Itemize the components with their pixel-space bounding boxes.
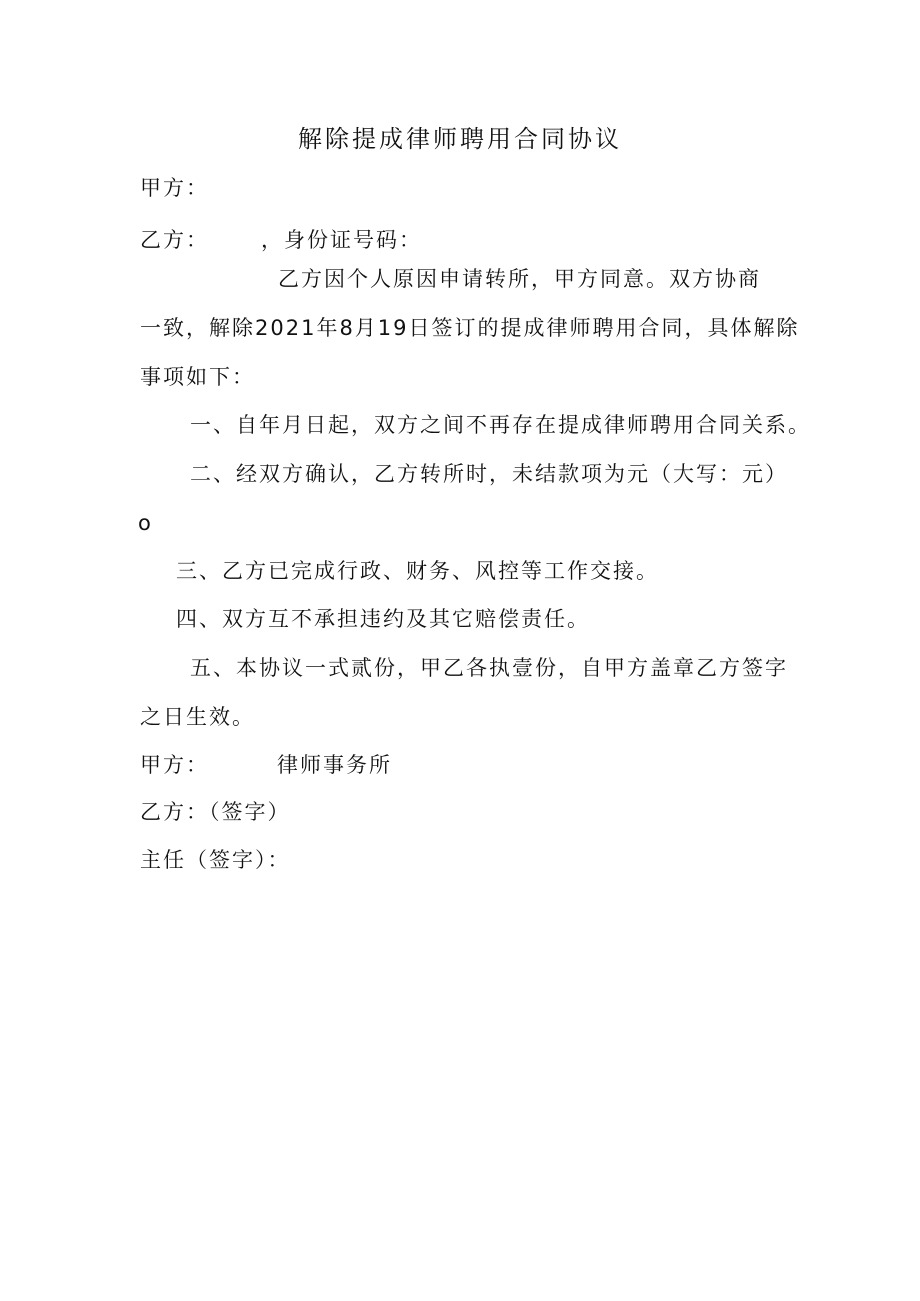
clause-2-tail: o <box>138 511 153 535</box>
law-firm-name: 律师事务所 <box>277 753 392 777</box>
clause-2: 二、经双方确认，乙方转所时，未结款项为元（大写：元） <box>190 462 788 486</box>
clause-5-line-2: 之日生效。 <box>140 705 255 729</box>
signature-party-b: 乙方：（签字） <box>140 800 291 824</box>
signature-director: 主任（签字）： <box>140 848 291 872</box>
clause-1: 一、自年月日起，双方之间不再存在提成律师聘用合同关系。 <box>190 413 811 437</box>
intro-line-1: 乙方因个人原因申请转所，甲方同意。双方协商 <box>278 267 761 291</box>
intro-line-3: 事项如下： <box>140 365 255 389</box>
signature-party-a <box>140 750 392 780</box>
party-a-header: 甲方： <box>140 176 209 200</box>
clause-5-line-1: 五、本协议一式贰份，甲乙各执壹份，自甲方盖章乙方签字 <box>190 656 788 680</box>
party-b-id-label: ，身份证号码： <box>261 228 422 252</box>
party-b-label: 乙方： <box>140 228 209 252</box>
clause-3: 三、乙方已完成行政、财务、风控等工作交接。 <box>176 559 659 583</box>
page-title: 解除提成律师聘用合同协议 <box>298 125 622 153</box>
party-b-header <box>140 225 422 255</box>
intro-line-2: 一致，解除2021年8月19日签订的提成律师聘用合同，具体解除 <box>140 316 800 340</box>
clause-4: 四、双方互不承担违约及其它赔偿责任。 <box>176 607 590 631</box>
signature-party-a-label: 甲方： <box>140 753 209 777</box>
